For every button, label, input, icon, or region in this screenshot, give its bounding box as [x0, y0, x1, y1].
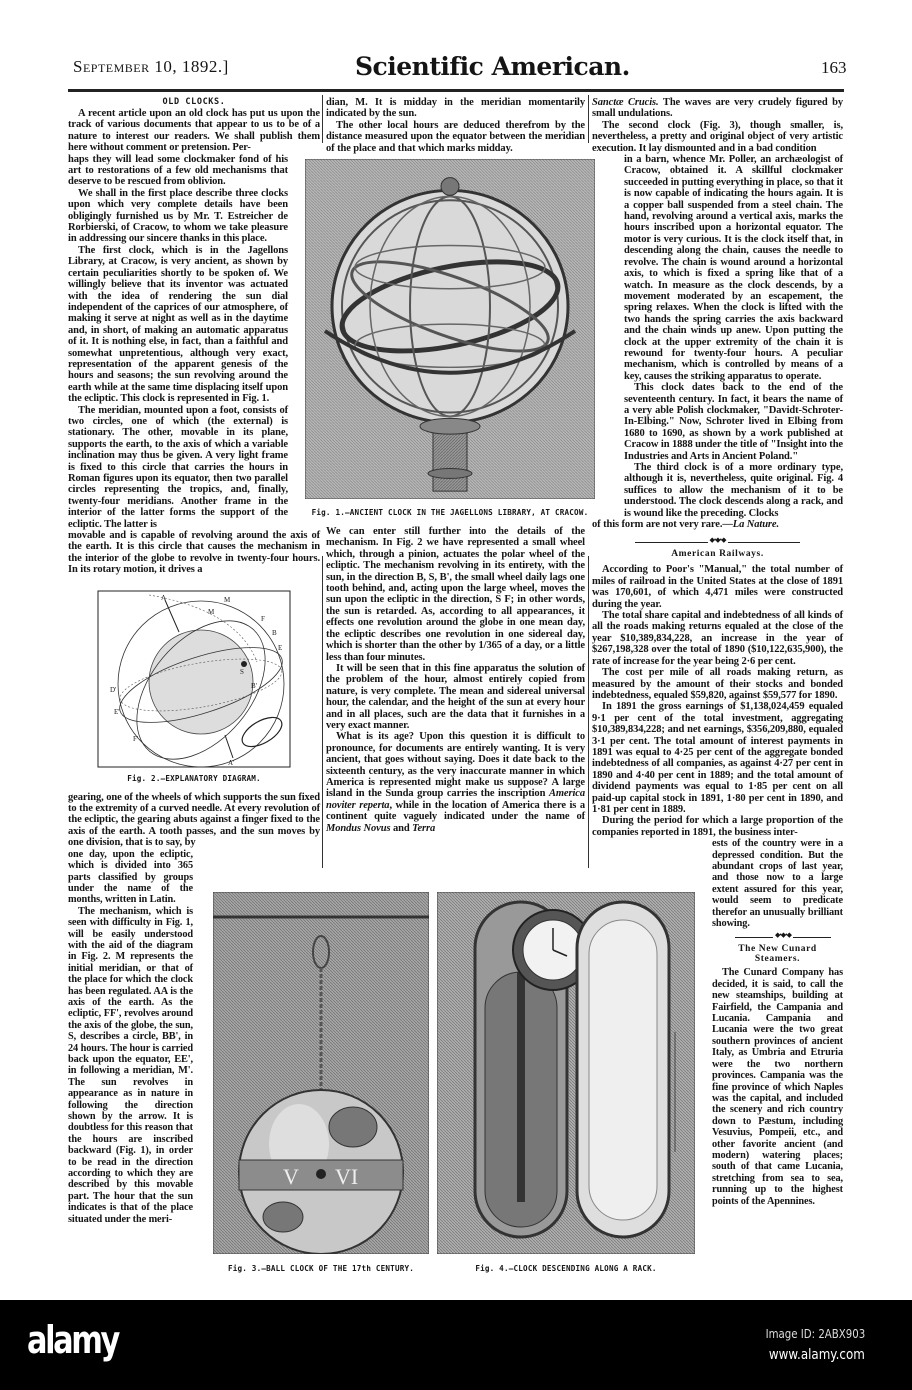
paragraph: movable and is capable of revolving around the axis of the earth. It is this circle that causes the mechanism in the interior of the globe to revolve in twenty-four hours. In its rotary motion, it drives a — [68, 530, 320, 576]
paragraph: one day, upon the ecliptic, which is divided into 365 parts classified by groups under the name of the months, written in Latin. — [68, 848, 193, 906]
clock-numeral: V — [283, 1164, 299, 1189]
alamy-url: www.alamy.com — [769, 1347, 865, 1363]
header-rule — [68, 89, 844, 92]
italic-text: Sanctæ Crucis. — [592, 97, 659, 108]
column-2 — [311, 97, 589, 834]
article-text — [68, 792, 320, 849]
paragraph: In 1891 the gross earnings of $1,138,024,459 equaled 9·1 per cent of the total investment, aggregating $10,389,834,228; and net earnings, $356,209,880, equaled 3·1 per cent. The total amount of interest payments in 1891 was equal to 4·25 per cent of the aggregate bonded indebtedness of all companies, as against 4·27 per cent in 1890 and 4·40 per cent in 1889; and the total amount of dividend payments was equal to 1·85 per cent on all paid-up capital stock in 1891, 1·80 per cent in 1890, and 1·81 per cent in 1889. — [592, 701, 843, 815]
page-date: September 10, 1892.] — [73, 57, 229, 76]
column-rule — [322, 556, 323, 868]
title-line: Steamers. — [754, 954, 801, 965]
paragraph: ests of the country were in a depressed condition. But the abundant crops of last year, and those now to a large extent assured for this year, would seem to predicate therefor an unusually brilliant showing. — [712, 838, 843, 930]
paragraph: dian, M. It is midday in the meridian momentarily indicated by the sun. — [326, 97, 585, 120]
watermark-band — [0, 1300, 912, 1390]
fig2-explanatory-diagram — [97, 590, 291, 768]
article-title-old-clocks: OLD CLOCKS. — [162, 97, 226, 107]
diagram-label: M — [224, 595, 231, 604]
paragraph: in a barn, whence Mr. Poller, an archæologist of Cracow, obtained it. A skillful clockmaker succeeded in putting everything in place, so that it is now capable of indicating the hours again. It is a copper ball suspended from a steel chain. The hand, revolving around a vertical axis, marks the hours inscribed upon a horizontal equator. The motor is very curious. It is the clock itself that, in descending along the chain, causes the needle to revolve. The chain is wound around a horizontal axis, to which is fixed a spring like that of a watch. In measure as the clock descends, by a movement moderated by an escapement, the spring relaxes. When the clock is lifted with the two hands the spring carries the axis backward and the chain winds up anew. Upon putting the clock at the upper extremity of the chain it is rewound for twenty-four hours. A peculiar mechanism, which is controlled by means of a key, causes the striking apparatus to operate. — [624, 154, 843, 382]
masthead: Scientific American. — [355, 52, 630, 81]
paragraph: gearing, one of the wheels of which supports the sun fixed to the extremity of a curved needle. At every revolution of the ecliptic, the gearing abuts against a finger fixed to the axis of the earth. A tooth passes, and the sun moves by one division, that is to say, by — [68, 791, 320, 849]
paragraph: During the period for which a large proportion of the companies reported in 1891, the business inter- — [592, 815, 843, 838]
fig1-armillary-clock-illustration — [305, 159, 595, 499]
italic-text: Mondus Novus — [326, 822, 391, 834]
article-text — [326, 526, 585, 834]
fig3-caption: Fig. 3.—BALL CLOCK OF THE 17th CENTURY. — [227, 1264, 415, 1273]
article-text — [68, 108, 320, 154]
figure-row — [205, 892, 705, 1282]
text-run: and — [390, 822, 413, 834]
clock-numeral: VI — [335, 1164, 359, 1189]
article-text — [624, 154, 843, 519]
fig4-caption: Fig. 4.—CLOCK DESCENDING ALONG A RACK. — [475, 1264, 657, 1273]
diagram-label: M — [208, 607, 215, 616]
text-run: What is its age? Upon this question it is difficult to pronounce, for documents are entirely wanting. It is very ancient, that goes without saying. Does it date back to the sixteenth century, as the very inaccurate manner in which America is represented might make us suppose? A large island in the Sunda group carries the inscription — [326, 731, 585, 800]
paragraph: The Cunard Company has decided, it is said, to call the new steamships, building at Fairfield, the Campania and Lucania. Campania and Lucania were the two great southern provinces of ancient Italy, as Umbria and Etruria were the two northern provinces. Campania was the fine province of which Naples was the capital, and included the scenery and rich country down to Pæstum, including Vesuvius, Pompeii, etc., and other favorite ancient (and modern) watering places; south of that came Lucania, stretching from sea to sea, running up to the highest points of the Apennines. — [712, 967, 843, 1207]
article-text — [68, 849, 193, 1225]
diagram-label: D' — [110, 685, 117, 694]
diagram-label: A — [161, 593, 167, 602]
paragraph — [592, 97, 843, 120]
italic-text: La Nature. — [732, 519, 780, 531]
paragraph: We can enter still further into the details of the mechanism. In Fig. 2 we have represented a small wheel which, through a pinion, actuates the polar wheel of the ecliptic. The mechanism revolving in its entirety, with the sun, in the direction B, S, B', the small wheel daily lags one tooth behind, and, acting upon the large wheel, moves the sun upon the ecliptic in the direction, S F; in other words, the sun is retarded. As, according to all appearances, it effects one revolution around the globe in one mean day, the ecliptic describes one revolution in one sidereal day, which is shorter than the other by 1/365 of a day, or a little less than four minutes. — [326, 526, 585, 663]
article-text — [68, 530, 320, 576]
section-divider-ornament — [735, 937, 831, 938]
paragraph: The first clock, which is in the Jagellons Library, at Cracow, is very ancient, as shown by certain peculiarities shortly to be spoken of. We willingly believe that its inventor was actuated with the idea of rendering the sun dial independent of the caprices of our atmosphere, of making it serve at night as well as in the daytime and, in short, of making an automatic apparatus of it. It is nothing else, in fact, than a faithful and somewhat unpretentious, although very exact, representation of the apparent genesis of the hours and seasons; the sun revolving around the earth while at the same time displacing itself upon the ecliptic. This clock is represented in Fig. 1. — [68, 244, 288, 405]
article-text — [326, 97, 585, 154]
diagram-label: B — [272, 628, 277, 637]
italic-text: Terra — [412, 822, 436, 834]
paragraph: A recent article upon an old clock has put us upon the track of various documents that appear to us to be of a nature to interest our readers. We shall publish them here without comment or pretension. Per- — [68, 108, 320, 154]
paragraph: The meridian, mounted upon a foot, consists of two circles, one of which (the external) is stationary. The other, movable in its plane, supports the earth, to the axis of which a variable inclination may thus be given. A very light frame is fixed to this circle that carries the hours in Roman figures upon its equator, then two parallel circles representing the tropics, and, finally, twenty-four meridians. Another frame in the interior of the latter forms the support of the ecliptic. The latter is — [68, 404, 288, 530]
diagram-label: E' — [114, 707, 120, 716]
paragraph: This clock dates back to the end of the seventeenth century. In fact, it bears the name of a very able Polish clockmaker, "Davidt-Schroter-In-Elbing." Now, Schroter lived in Elbing from 1680 to 1690, as shown by a work published at Cracow in 1888 under the title of "Insight into the Industries and Arts in Ancient Poland." — [624, 382, 843, 462]
paragraph — [592, 519, 843, 530]
paragraph: According to Poor's "Manual," the total number of miles of railroad in the United States at the close of 1891 was 170,601, of which 4,471 miles were constructed during the year. — [592, 564, 843, 610]
paragraph: The third clock is of a more ordinary type, although it is, nevertheless, quite original. Fig. 4 suffices to allow the mechanism of it to be understood. The clock descends along a rack, and is wound like the preceding. Clocks — [624, 462, 843, 519]
diagram-label: A' — [228, 758, 235, 767]
fig1-caption: Fig. 1.—ANCIENT CLOCK IN THE JAGELLONS LIBRARY, AT CRACOW. — [311, 508, 589, 518]
alamy-logo: alamy — [27, 1318, 118, 1362]
diagram-label: B' — [251, 681, 257, 690]
paragraph — [326, 731, 585, 834]
italic-text: America noviter reperta — [326, 788, 585, 811]
paragraph: The cost per mile of all roads making return, as measured by the amount of their stocks and bonded indebtedness, equaled $59,820, against $59,577 for 1890. — [592, 667, 843, 701]
article-text — [592, 564, 843, 838]
paragraph: haps they will lead some clockmaker fond of his art to restorations of a few old mechanisms that deserve to be rescued from oblivion. — [68, 153, 288, 188]
image-id: Image ID: 2ABX903 — [765, 1327, 865, 1341]
diagram-label: E — [278, 643, 283, 652]
article-text — [712, 838, 843, 929]
paragraph: The total share capital and indebtedness of all kinds of all the roads making returns equaled at the close of the year $10,389,834,228, an increase in the year of $267,198,328 over the total of 1890 ($10,122,635,900), the rate of increase for the year being 2·6 per cent. — [592, 610, 843, 667]
text-run: , while in the location of America there is a continent quite vaguely indicated under the name of — [326, 799, 586, 823]
article-text — [68, 154, 288, 530]
paragraph: It will be seen that in this fine apparatus the solution of the problem of the hour, almost entirely copied from nature, is very complete. The mean and sidereal universal hour, the calendar, and the height of the sun at every hour and in all places, such are the data that it furnishes in a very exact manner. — [326, 662, 585, 731]
article-text — [712, 967, 843, 1207]
paragraph: We shall in the first place describe three clocks upon which very complete details have been obligingly furnished us by Mr. T. Estreicher de Rorbierski, of Cracow, to whom we take pleasure in addressing our sincere thanks in this place. — [68, 187, 288, 245]
column-rule — [588, 556, 589, 868]
paragraph: The mechanism, which is seen with difficulty in Fig. 1, will be easily understood with the aid of the diagram in Fig. 2. M represents the initial meridian, or that of the place for which the clock has been regulated. AA is the axis of the earth. As the ecliptic, FF', revolves around the axis of the globe, the sun, S, describes a circle, BB', in 24 hours. The hour is carried back upon the equator, EE', in following a meridian, M'. The sun revolves in appearance as in nature in following the direction shown by the arrow. It is doubtless for this reason that the hours are inscribed backward (Fig. 1), in order to be read in the direction according to which they are described by this movable part. The hour that the sun indicates is that of the place situated under the meri- — [68, 905, 193, 1225]
diagram-label: F' — [133, 734, 139, 743]
article-title-american-railways: American Railways. — [671, 549, 764, 560]
column-rule — [588, 95, 589, 143]
article-text — [592, 519, 843, 530]
article-text — [592, 97, 843, 154]
text-run: of this form are not very rare.— — [592, 519, 733, 531]
page-number: 163 — [821, 58, 847, 77]
text-run: The waves are very crudely figured by small undulations. — [592, 97, 843, 120]
paragraph: The other local hours are deduced therefrom by the distance measured upon the equator between the meridian of the place and that which marks midday. — [326, 119, 585, 154]
article-title-cunard — [712, 944, 843, 964]
paragraph: The second clock (Fig. 3), though smaller, is, nevertheless, a pretty and original object of very artistic execution. It lay dismounted and in a bad condition — [592, 119, 843, 154]
title-line: The New Cunard — [738, 944, 817, 955]
column-rule — [322, 95, 323, 143]
section-divider-ornament — [635, 542, 800, 543]
fig3-ball-clock-illustration — [213, 892, 429, 1254]
diagram-label: S — [240, 667, 244, 676]
fig4-rack-clock-illustration — [437, 892, 695, 1254]
fig2-caption: Fig. 2.—EXPLANATORY DIAGRAM. — [127, 773, 261, 783]
diagram-label: F — [261, 614, 265, 623]
